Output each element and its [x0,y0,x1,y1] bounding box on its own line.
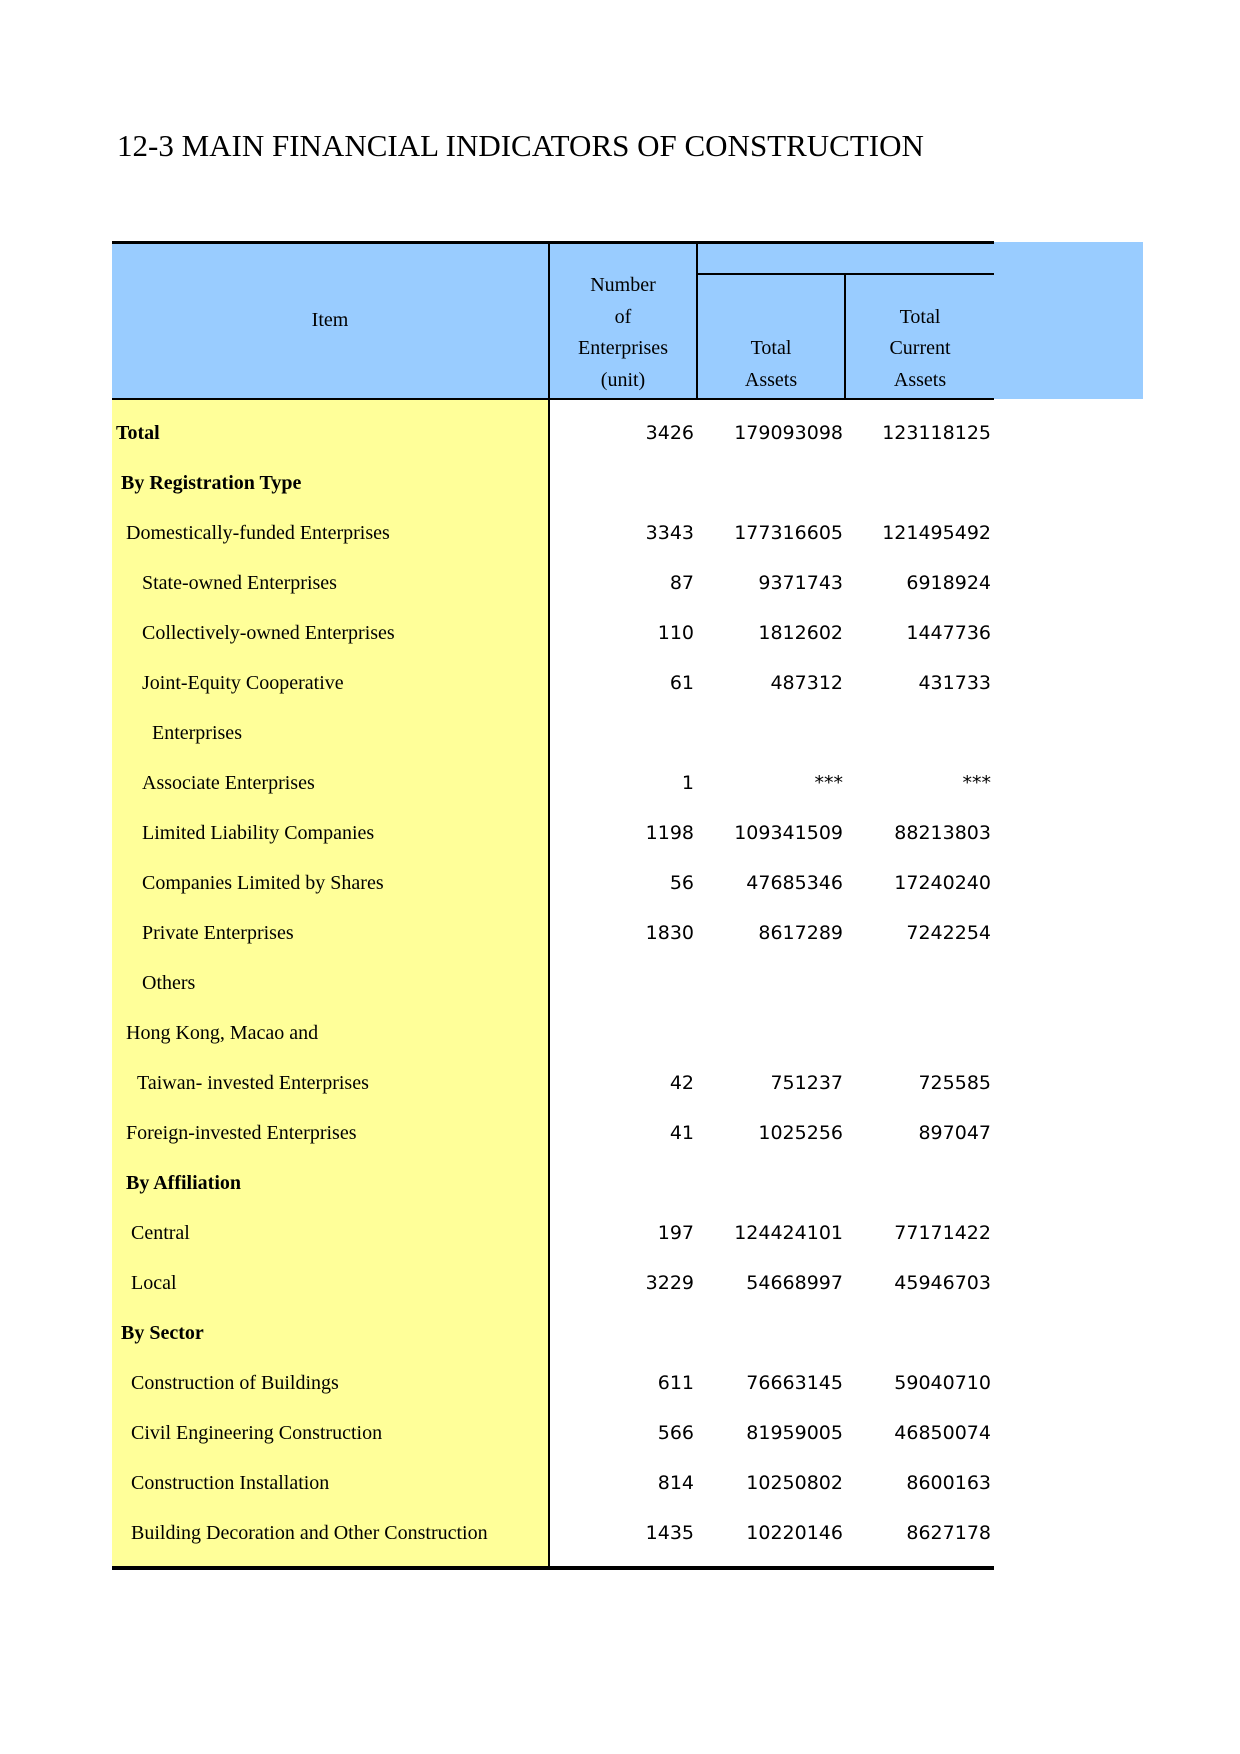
table-row [0,558,1240,608]
enterprises-cell: 3229 [645,1272,694,1294]
row-label: Joint-Equity Cooperative [142,672,344,694]
enterprises-cell: 42 [669,1072,694,1094]
current-assets-cell: 6918924 [906,572,991,594]
total-assets-cell: 487312 [770,672,843,694]
current-assets-cell: 7242254 [906,922,991,944]
table-row [0,508,1240,558]
table-row [0,758,1240,808]
row-label: Central [131,1222,190,1244]
enterprises-cell: 41 [669,1122,694,1144]
current-assets-cell [848,1158,991,1208]
current-assets-cell: 46850074 [894,1422,991,1444]
enterprises-cell [552,458,694,508]
table-row [0,708,1240,758]
header-bottom-border [112,398,994,400]
header-group-divider [698,273,994,275]
header-total-assets: Total Assets [744,337,798,391]
row-label: Collectively-owned Enterprises [142,622,395,644]
current-assets-cell: 88213803 [894,822,991,844]
row-label: Domestically-funded Enterprises [126,522,390,544]
table-row [0,1458,1240,1508]
current-assets-cell: 45946703 [894,1272,991,1294]
enterprises-cell: 61 [669,672,694,694]
table-row [0,408,1240,458]
enterprises-cell [552,958,694,1008]
enterprises-cell [552,1158,694,1208]
total-assets-cell: 8617289 [758,922,843,944]
row-label: Others [142,972,196,994]
enterprises-cell: 611 [657,1372,694,1394]
enterprises-cell: 197 [657,1222,694,1244]
row-label: Enterprises [152,722,242,744]
table-row [0,458,1240,508]
total-assets-cell: 179093098 [734,422,843,444]
row-label: Foreign-invested Enterprises [126,1122,357,1144]
current-assets-cell: 1447736 [906,622,991,644]
current-assets-cell: *** [962,772,991,794]
total-assets-cell [700,1158,843,1208]
row-label: Construction of Buildings [131,1372,339,1394]
current-assets-cell: 897047 [918,1122,991,1144]
total-assets-cell: 9371743 [758,572,843,594]
total-assets-cell [700,1308,843,1358]
current-assets-cell [848,958,991,1008]
row-label: Associate Enterprises [142,772,315,794]
table-row [0,908,1240,958]
header-enterprises: Number of Enterprises (unit) [578,274,668,391]
row-label: Local [131,1272,177,1294]
enterprises-cell: 56 [669,872,694,894]
current-assets-cell: 77171422 [894,1222,991,1244]
table-row [0,1108,1240,1158]
current-assets-cell: 8600163 [906,1472,991,1494]
row-label: Taiwan- invested Enterprises [137,1072,369,1094]
row-label: By Registration Type [121,472,302,494]
row-label: Building Decoration and Other Construction [131,1522,488,1544]
header-total-current-assets: Total Current Assets [889,305,951,391]
current-assets-cell: 121495492 [882,522,991,544]
table-row [0,1008,1240,1058]
table-row [0,958,1240,1008]
table-row [0,1408,1240,1458]
enterprises-cell: 3426 [645,422,694,444]
enterprises-cell: 1830 [645,922,694,944]
page-title: 12-3 MAIN FINANCIAL INDICATORS OF CONSTRUCTION [117,128,924,163]
table-row [0,1258,1240,1308]
table-row [0,1208,1240,1258]
current-assets-cell [848,1008,991,1058]
row-label: Limited Liability Companies [142,822,375,844]
total-assets-cell: 1025256 [758,1122,843,1144]
row-label: By Affiliation [126,1172,242,1194]
enterprises-cell: 3343 [645,522,694,544]
current-assets-cell [848,708,991,758]
enterprises-cell [552,1308,694,1358]
current-assets-cell [848,458,991,508]
total-assets-cell: 10250802 [746,1472,843,1494]
enterprises-cell: 1198 [645,822,694,844]
row-label: Total [116,422,160,444]
total-assets-cell: 47685346 [746,872,843,894]
table-row [0,1508,1240,1558]
table-row [0,1308,1240,1358]
enterprises-cell [552,1008,694,1058]
row-label: Hong Kong, Macao and [126,1022,319,1044]
row-label: Construction Installation [131,1472,330,1494]
table-bottom-border [112,1566,994,1570]
enterprises-cell: 814 [657,1472,694,1494]
total-assets-cell [700,708,843,758]
enterprises-cell: 1 [681,772,694,794]
row-label: By Sector [121,1322,204,1344]
row-label: State-owned Enterprises [142,572,337,594]
total-assets-cell: 1812602 [758,622,843,644]
total-assets-cell [700,1008,843,1058]
table-row [0,858,1240,908]
enterprises-cell [552,708,694,758]
total-assets-cell: 751237 [770,1072,843,1094]
table-row [0,1358,1240,1408]
current-assets-cell: 725585 [918,1072,991,1094]
total-assets-cell: 124424101 [734,1222,843,1244]
row-label: Civil Engineering Construction [131,1422,383,1444]
total-assets-cell [700,958,843,1008]
row-label: Companies Limited by Shares [142,872,384,894]
total-assets-cell: 54668997 [746,1272,843,1294]
enterprises-cell: 110 [657,622,694,644]
enterprises-cell: 566 [657,1422,694,1444]
total-assets-cell: 81959005 [746,1422,843,1444]
table-row [0,608,1240,658]
current-assets-cell: 17240240 [894,872,991,894]
enterprises-cell: 87 [669,572,694,594]
total-assets-cell: 177316605 [734,522,843,544]
current-assets-cell: 8627178 [906,1522,991,1544]
table-row [0,808,1240,858]
enterprises-cell: 1435 [645,1522,694,1544]
total-assets-cell [700,458,843,508]
total-assets-cell: 76663145 [746,1372,843,1394]
current-assets-cell [848,1308,991,1358]
header-item: Item [311,309,349,332]
table-row [0,658,1240,708]
current-assets-cell: 59040710 [894,1372,991,1394]
row-label: Private Enterprises [142,922,294,944]
total-assets-cell: 109341509 [734,822,843,844]
current-assets-cell: 431733 [918,672,991,694]
total-assets-cell: *** [814,772,843,794]
total-assets-cell: 10220146 [746,1522,843,1544]
table-row [0,1058,1240,1108]
table-row [0,1158,1240,1208]
current-assets-cell: 123118125 [882,422,991,444]
